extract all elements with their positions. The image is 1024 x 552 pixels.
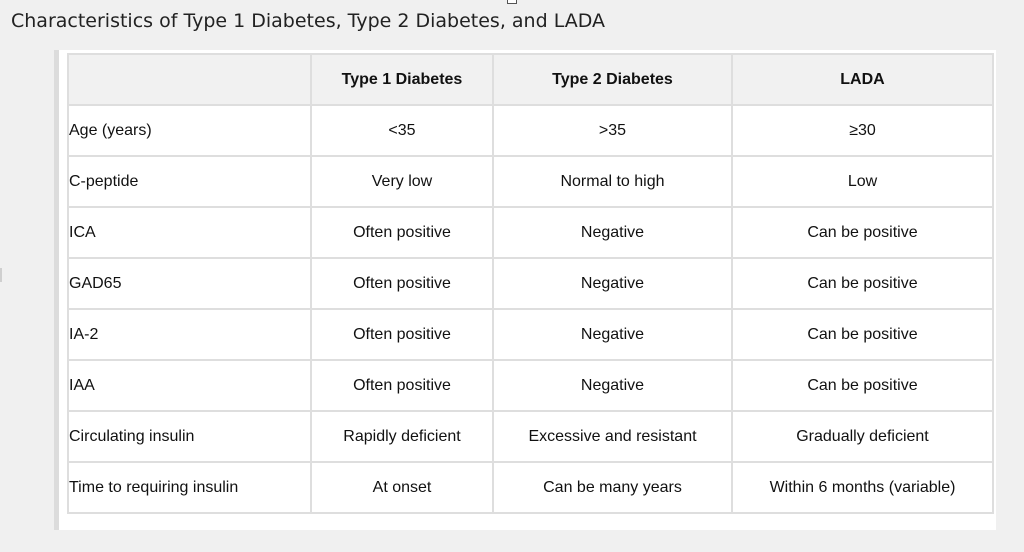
type2-cell: Negative (493, 258, 732, 309)
page-title: Characteristics of Type 1 Diabetes, Type 2 Diabetes, and LADA (11, 10, 606, 32)
type1-cell: At onset (311, 462, 493, 513)
type2-cell: Negative (493, 207, 732, 258)
table-row (68, 411, 993, 462)
characteristics-table (67, 53, 994, 514)
type2-cell: Negative (493, 360, 732, 411)
header-type2: Type 2 Diabetes (493, 54, 732, 105)
table-row (68, 156, 993, 207)
lada-cell: Can be positive (732, 207, 993, 258)
table-row (68, 258, 993, 309)
row-label: ICA (68, 207, 311, 258)
top-edge-marker (507, 0, 517, 4)
left-edge-marker (0, 268, 2, 282)
row-label: IA-2 (68, 309, 311, 360)
row-label: IAA (68, 360, 311, 411)
type1-cell: Very low (311, 156, 493, 207)
header-empty-cell (68, 54, 311, 105)
table-row (68, 309, 993, 360)
type2-cell: >35 (493, 105, 732, 156)
lada-cell: Within 6 months (variable) (732, 462, 993, 513)
table-header-row (68, 54, 993, 105)
lada-cell: ≥30 (732, 105, 993, 156)
type1-cell: Often positive (311, 207, 493, 258)
lada-cell: Can be positive (732, 309, 993, 360)
type2-cell: Negative (493, 309, 732, 360)
type1-cell: Often positive (311, 309, 493, 360)
lada-cell: Gradually deficient (732, 411, 993, 462)
table-card (54, 50, 996, 530)
row-label: Age (years) (68, 105, 311, 156)
type2-cell: Can be many years (493, 462, 732, 513)
type2-cell: Excessive and resistant (493, 411, 732, 462)
row-label: C-peptide (68, 156, 311, 207)
lada-cell: Low (732, 156, 993, 207)
table-row (68, 207, 993, 258)
row-label: GAD65 (68, 258, 311, 309)
header-lada: LADA (732, 54, 993, 105)
table-row (68, 462, 993, 513)
row-label: Time to requiring insulin (68, 462, 311, 513)
lada-cell: Can be positive (732, 360, 993, 411)
table-row (68, 105, 993, 156)
header-type1: Type 1 Diabetes (311, 54, 493, 105)
type1-cell: Often positive (311, 360, 493, 411)
row-label: Circulating insulin (68, 411, 311, 462)
lada-cell: Can be positive (732, 258, 993, 309)
type1-cell: <35 (311, 105, 493, 156)
type2-cell: Normal to high (493, 156, 732, 207)
table-row (68, 360, 993, 411)
type1-cell: Often positive (311, 258, 493, 309)
type1-cell: Rapidly deficient (311, 411, 493, 462)
